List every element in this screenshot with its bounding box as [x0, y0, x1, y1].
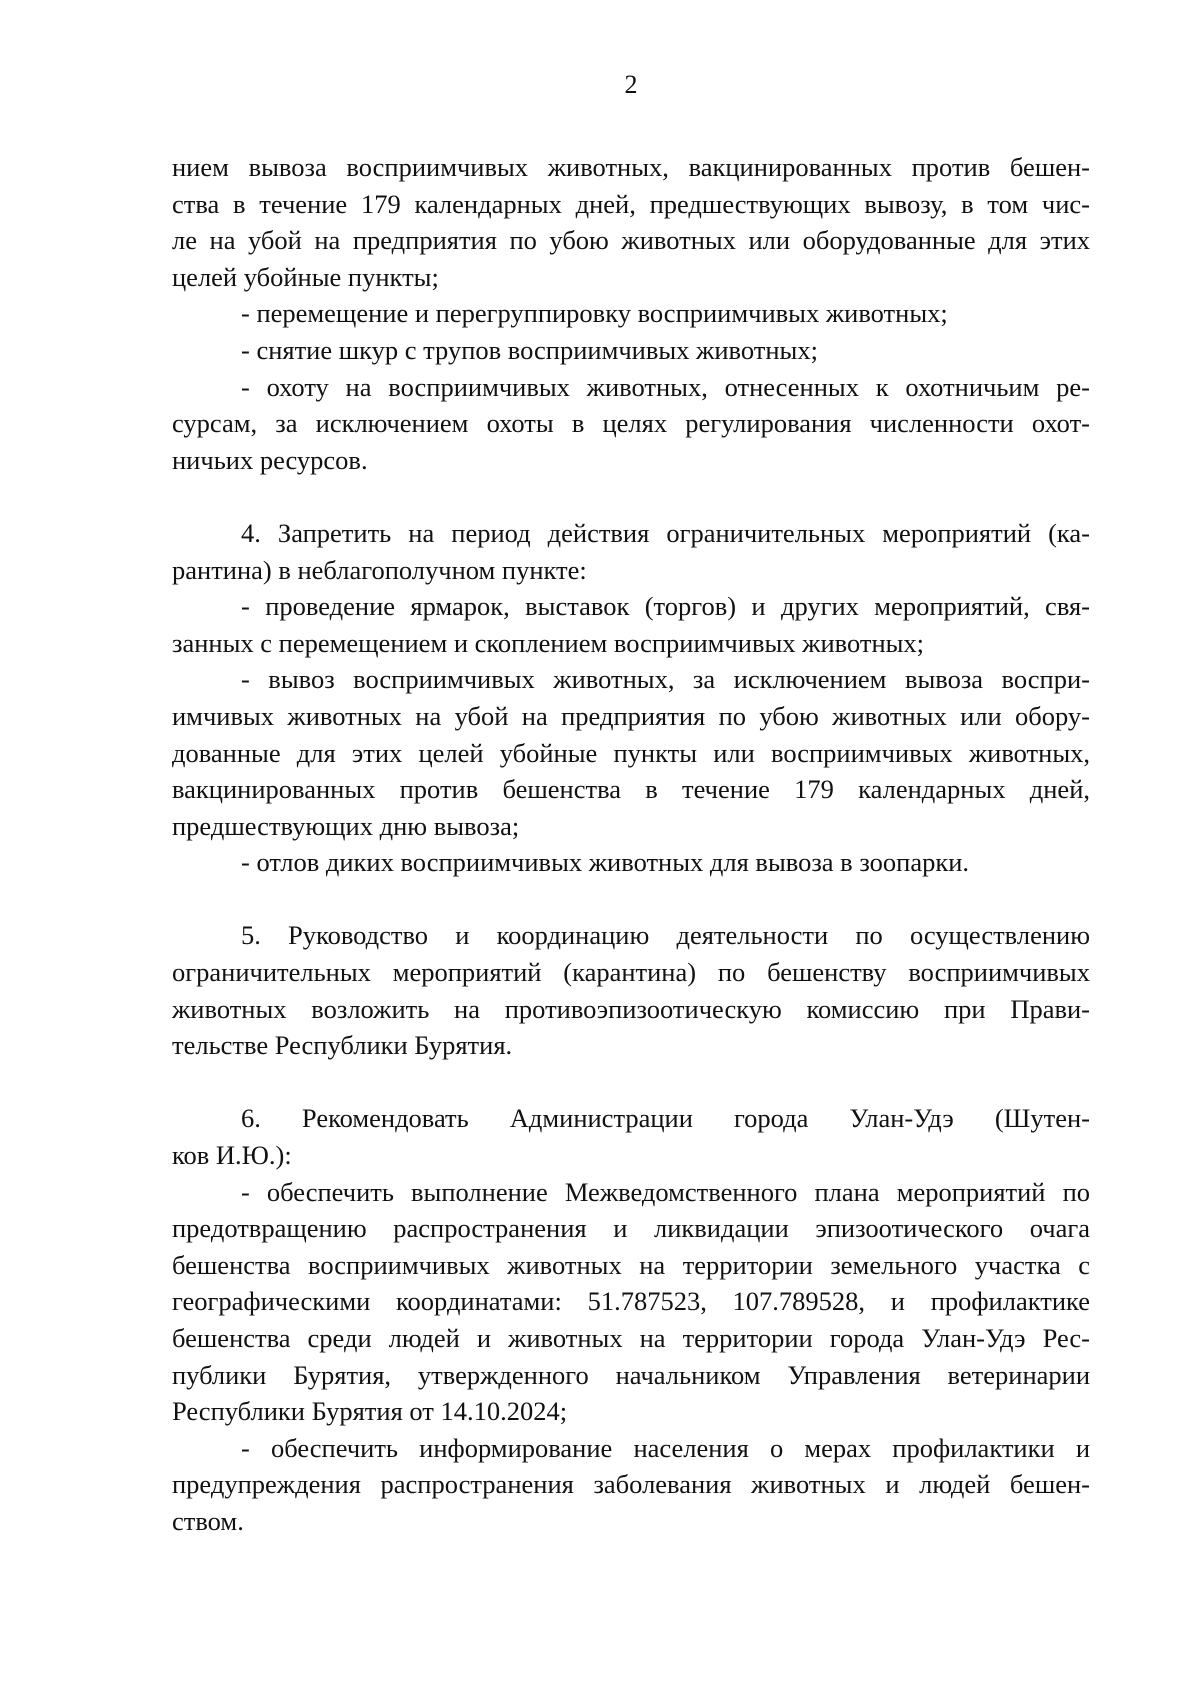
text-line: бешенства восприимчивых животных на территории земельного участка с [172, 1249, 1090, 1280]
text-line: ством. [172, 1505, 244, 1536]
text-line: - снятие шкур с трупов восприимчивых животных; [241, 334, 818, 365]
text-line: предупреждения распространения заболевания животных и людей бешен- [172, 1469, 1090, 1500]
text-line: географическими координатами: 51.787523, 107.789528, и профилактике [172, 1286, 1090, 1317]
document-body [172, 149, 1090, 1540]
text-line: ков И.Ю.): [172, 1140, 292, 1171]
text-line: тельстве Республики Бурятия. [172, 1030, 513, 1061]
text-line: рантина) в неблагополучном пункте: [172, 554, 587, 585]
text-line: Республики Бурятия от 14.10.2024; [172, 1396, 568, 1427]
text-line: - перемещение и перегруппировку восприимчивых животных; [241, 298, 948, 329]
section-gap [172, 478, 1090, 515]
text-line: целей убойные пункты; [172, 261, 439, 292]
section-1 [172, 149, 1090, 478]
text-line: 6. Рекомендовать Администрации города Улан-Удэ (Шутен- [241, 1103, 1090, 1134]
text-line: вакцинированных против бешенства в течение 179 календарных дней, [172, 774, 1090, 805]
text-line: 5. Руководство и координацию деятельности по осуществлению [241, 920, 1090, 951]
section-2 [172, 515, 1090, 881]
text-line: - вывоз восприимчивых животных, за исключением вывоза воспри- [241, 664, 1090, 695]
text-line: - обеспечить выполнение Межведомственного плана мероприятий по [241, 1176, 1090, 1207]
page-number: 2 [624, 70, 638, 99]
section-3 [172, 917, 1090, 1063]
section-4 [172, 1100, 1090, 1539]
section-gap [172, 881, 1090, 918]
text-line: предшествующих дню вывоза; [172, 810, 520, 841]
text-line: занных с перемещением и скоплением восприимчивых животных; [172, 627, 925, 658]
section-gap [172, 1064, 1090, 1101]
text-line: - обеспечить информирование населения о мерах профилактики и [241, 1432, 1090, 1463]
text-line: публики Бурятия, утвержденного начальником Управления ветеринарии [172, 1359, 1090, 1390]
text-line: бешенства среди людей и животных на территории города Улан-Удэ Рес- [172, 1323, 1090, 1353]
text-line: животных возложить на противоэпизоотическую комиссию при Прави- [172, 993, 1090, 1024]
text-line: дованные для этих целей убойные пункты или восприимчивых животных, [172, 737, 1090, 768]
text-line: предотвращению распространения и ликвидации эпизоотического очага [172, 1213, 1090, 1244]
text-line: ства в течение 179 календарных дней, предшествующих вывозу, в том чис- [172, 188, 1090, 219]
text-line: ле на убой на предприятия по убою животных или оборудованные для этих [172, 225, 1090, 256]
text-line: - отлов диких восприимчивых животных для вывоза в зоопарки. [241, 847, 970, 878]
text-line: - проведение ярмарок, выставок (торгов) и других мероприятий, свя- [241, 591, 1090, 622]
text-line: 4. Запретить на период действия ограничительных мероприятий (ка- [241, 517, 1090, 548]
text-line: сурсам, за исключением охоты в целях регулирования численности охот- [172, 408, 1090, 439]
text-line: ничьих ресурсов. [172, 444, 368, 475]
text-line: имчивых животных на убой на предприятия по убою животных или обору- [172, 700, 1090, 731]
text-line: нием вывоза восприимчивых животных, вакцинированных против бешен- [172, 152, 1090, 182]
text-line: - охоту на восприимчивых животных, отнесенных к охотничьим ре- [241, 371, 1090, 402]
text-line: ограничительных мероприятий (карантина) по бешенству восприимчивых [172, 957, 1090, 988]
